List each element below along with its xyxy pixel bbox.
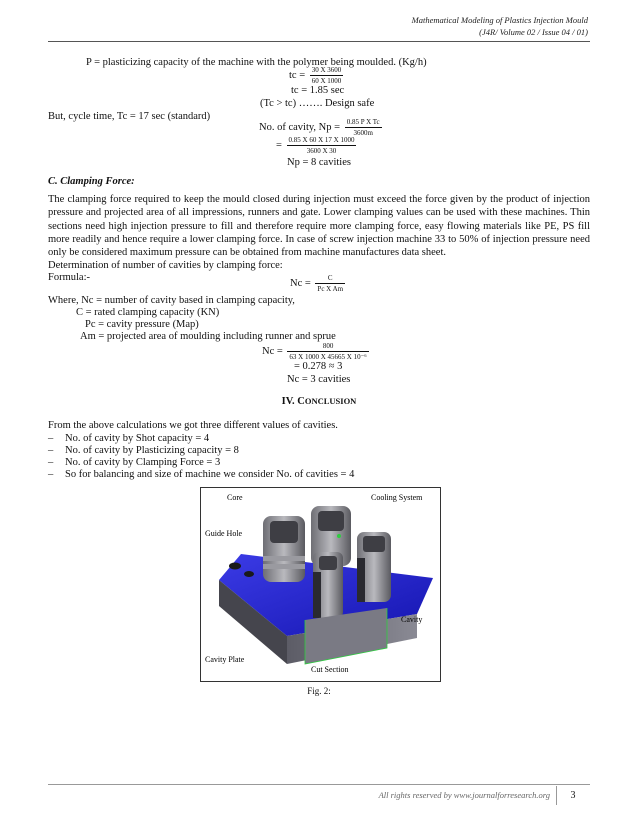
tc-fraction [310,66,344,85]
tc-denominator: 60 X 1000 [311,77,342,85]
np2-numerator: 0.85 X 60 X 17 X 1000 [288,136,355,144]
label-cavity: Cavity [401,615,423,624]
bullet-dash: – [48,433,54,444]
header-divider [48,41,590,42]
formula-label: Formula:- [48,272,90,283]
bullet-dash: – [48,469,54,480]
bullet-text: No. of cavity by Clamping Force = 3 [65,457,221,468]
pc-definition: Pc = cavity pressure (Map) [85,319,199,330]
cut-core-right [357,532,391,602]
nc2-numerator: 800 [287,342,368,352]
bullet-text: No. of cavity by Shot capacity = 4 [65,433,210,444]
nc2-lhs: Nc = [262,345,283,357]
paragraph-line: more readily and hence require a lower clamping force. In case of screw injection machine 33 to 50% of injection pressure need [48,233,590,245]
header-journal: (J4R/ Volume 02 / Issue 04 / 01) [479,27,588,37]
nc2-fraction [287,342,368,361]
page-number: 3 [556,786,589,805]
tc-lhs: tc = [289,69,306,81]
np-lhs: No. of cavity, Np = [259,121,341,133]
paragraph-line: only be considered maximum pressure can be obtained from machine manufactures data sheet. [48,247,446,259]
np-fraction [345,118,382,137]
nc-lhs: Nc = [290,277,311,289]
nc-numerator: C [315,274,345,284]
nc-fraction [315,274,345,293]
bullet-text: No. of cavity by Plasticizing capacity = 8 [65,445,239,456]
label-core: Core [227,493,243,502]
p-definition: P = plasticizing capacity of the machine with the polymer being moulded. (Kg/h) [86,57,427,68]
np2-denominator: 3600 X 30 [306,147,337,155]
running-header [412,14,588,38]
label-cavity-plate: Cavity Plate [205,655,245,664]
bullet-text: So for balancing and size of machine we consider No. of cavities = 4 [65,469,355,480]
mould-figure [200,487,441,682]
list-item [48,468,354,481]
am-definition: Am = projected area of moulding including runner and sprue [80,331,336,342]
nc-value: Nc = 3 cavities [287,374,351,385]
np-numerator: 0.85 P X Tc [346,118,380,126]
conclusion-title-first: C [297,396,305,407]
nc-calculation [262,342,369,361]
conclusion-title-rest: ONCLUSION [304,396,357,406]
cycle-time: But, cycle time, Tc = 17 sec (standard) [48,111,211,122]
tc-comparison: (Tc > tc) ……. Design safe [260,98,375,109]
tc-value: tc = 1.85 sec [291,85,345,96]
cut-core-front [313,552,343,618]
label-guide-hole: Guide Hole [205,529,243,538]
mould-illustration [201,488,440,681]
paragraph-line: pressure and projected area of all impressions, runners and gate. Lower clamping values can be used with these machines. Thin [48,207,590,219]
header-title: Mathematical Modeling of Plastics Injection Mould [411,15,588,25]
conclusion-heading [0,396,638,407]
guide-hole [229,563,241,570]
np-equation [259,118,382,137]
figure-caption: Fig. 2: [307,686,331,696]
tc-equation [289,66,343,85]
conclusion-numeral: IV. [281,396,295,407]
conclusion-intro: From the above calculations we got three different values of cavities. [48,420,338,431]
where-nc: Where, Nc = number of cavity based in clamping capacity, [48,295,295,306]
section-c-title: C. Clamping Force: [48,176,135,187]
guide-hole [244,571,254,577]
tc-numerator: 30 X 3600 [311,66,342,74]
footer-divider [48,784,590,785]
paragraph-line: The clamping force required to keep the mould closed during injection must exceed the force given by the product of injection [48,194,590,205]
np-value: Np = 8 cavities [287,157,351,168]
bullet-dash: – [48,445,54,456]
clamping-paragraph [48,193,590,259]
np2-lhs: = [276,139,282,151]
label-cooling: Cooling System [371,493,423,502]
nc2-denominator: 63 X 1000 X 45665 X 10⁻⁶ [289,353,367,361]
paragraph-line: sections need high injection pressure to fill and therefore require more clamping force, easy flowing materials like PE, PS fill [48,220,590,232]
core-left [263,516,305,582]
footer-rights: All rights reserved by www.journalforresearch.org [378,790,550,800]
bullet-dash: – [48,457,54,468]
nc-formula [290,274,345,293]
np-equation-2 [276,136,356,155]
nc-approx: = 0.278 ≈ 3 [294,361,343,372]
np2-fraction [287,136,357,155]
determination-text: Determination of number of cavities by clamping force: [48,260,283,271]
nc-denominator: Pc X Am [317,285,344,293]
np-denominator: 3600m [353,129,373,137]
c-definition: C = rated clamping capacity (KN) [76,307,220,318]
label-cut-section: Cut Section [311,665,349,674]
